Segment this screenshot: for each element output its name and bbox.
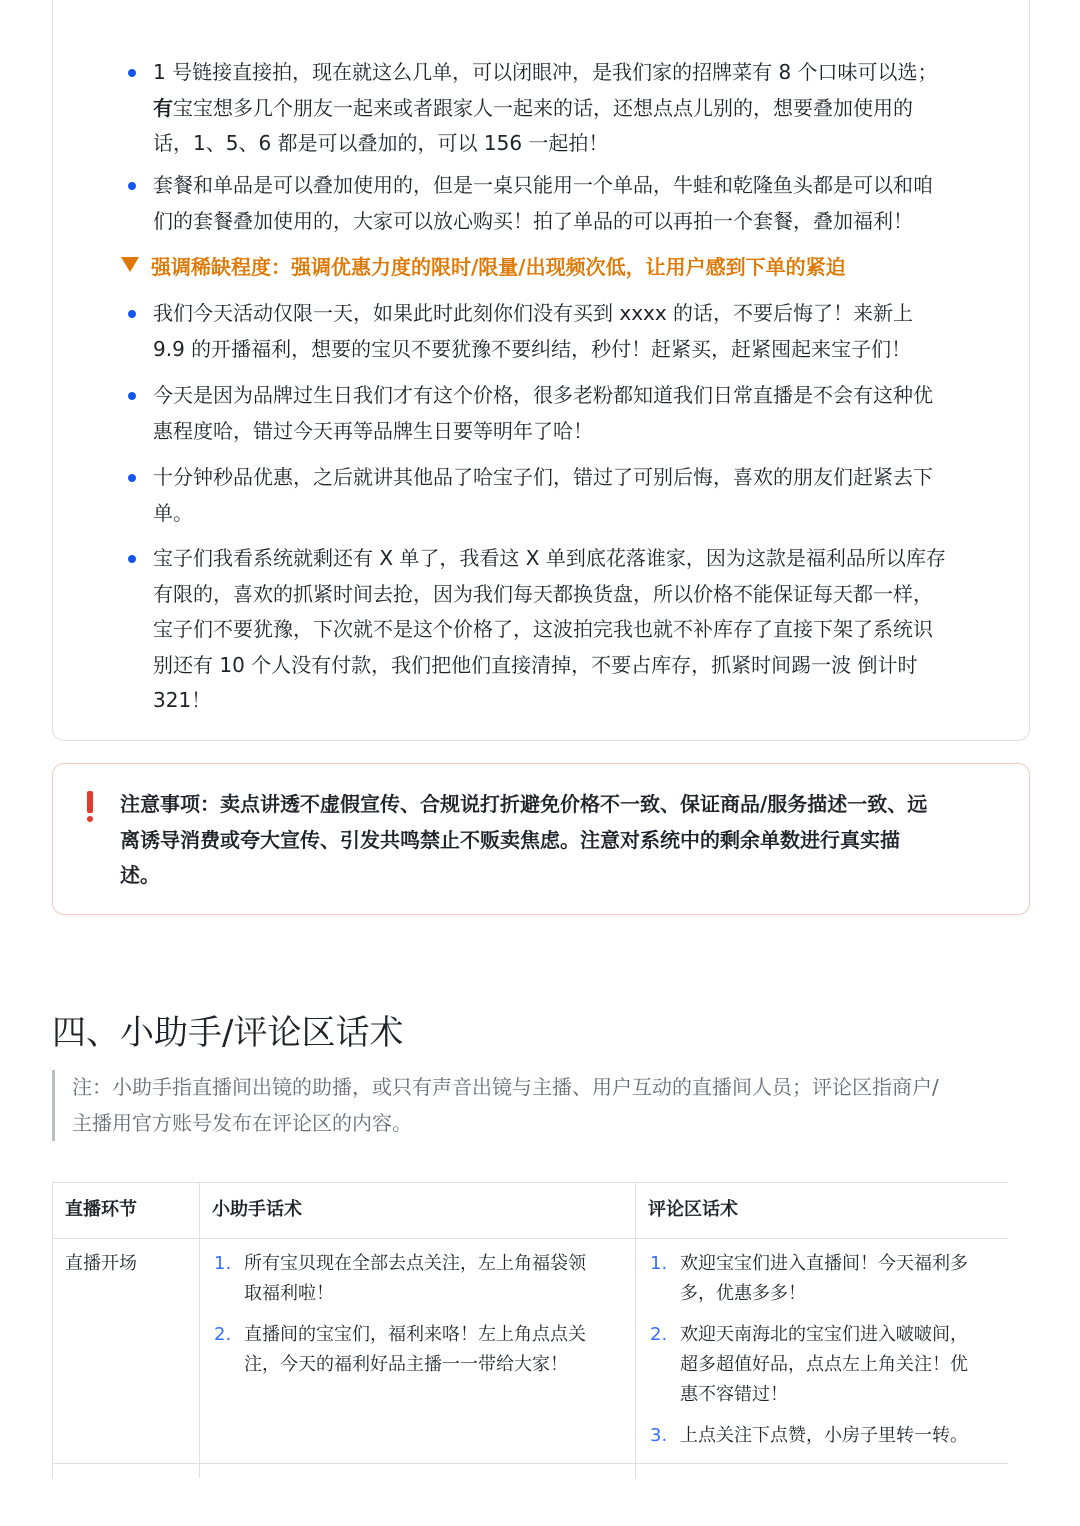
bullet-line: 单。 bbox=[153, 500, 193, 525]
list-number: 1. bbox=[214, 1253, 232, 1274]
bullet-line: 惠程度哈，错过今天再等品牌生日要等明年了哈！ bbox=[153, 418, 593, 443]
list-item bbox=[212, 1249, 623, 1309]
header-assistant: 小助手话术 bbox=[200, 1183, 636, 1239]
list-line: 欢迎天南海北的宝宝们进入啵啵间， bbox=[680, 1324, 968, 1345]
list-number: 2. bbox=[650, 1324, 668, 1345]
bullet-line: 们的套餐叠加使用的，大家可以放心购买！拍了单品的可以再拍一个套餐，叠加福利！ bbox=[153, 208, 913, 233]
bullet-item bbox=[153, 378, 1013, 449]
exclamation-icon bbox=[86, 791, 94, 823]
list-line: 直播间的宝宝们，福利来咯！左上角点点关 bbox=[244, 1324, 586, 1345]
table-row-truncated bbox=[53, 1464, 1009, 1479]
cell-empty bbox=[200, 1464, 636, 1479]
cell-assistant bbox=[200, 1239, 636, 1464]
triangle-down-icon[interactable] bbox=[121, 257, 139, 272]
bullet-dot-icon bbox=[128, 474, 136, 482]
list-number: 2. bbox=[214, 1324, 232, 1345]
list-item bbox=[648, 1320, 996, 1410]
bullet-line: 9.9 的开播福利，想要的宝贝不要犹豫不要纠结，秒付！赶紧买，赶紧囤起来宝子们！ bbox=[153, 336, 912, 361]
bullet-item bbox=[153, 296, 1013, 367]
header-comment: 评论区话术 bbox=[636, 1183, 1009, 1239]
cell-comment bbox=[636, 1239, 1009, 1464]
bullet-line: 宝子们我看系统就剩还有 X 单了，我看这 X 单到底花落谁家，因为这款是福利品所以库存 bbox=[153, 546, 946, 570]
note-quote bbox=[52, 1070, 1032, 1141]
table-row bbox=[53, 1239, 1009, 1464]
bullet-line: 今天是因为品牌过生日我们才有这个价格，很多老粉都知道我们日常直播是不会有这种优 bbox=[153, 383, 933, 407]
cell-empty bbox=[53, 1464, 200, 1479]
list-line: 惠不容错过！ bbox=[680, 1384, 788, 1405]
list-line: 欢迎宝宝们进入直播间！今天福利多 bbox=[680, 1253, 968, 1274]
list-line: 注，今天的福利好品主播一一带给大家！ bbox=[244, 1354, 568, 1375]
bullet-dot-icon bbox=[128, 555, 136, 563]
table-header-row bbox=[53, 1183, 1009, 1239]
bullet-item bbox=[153, 460, 1013, 531]
callout-line: 述。 bbox=[120, 863, 160, 887]
bold-text: 有 bbox=[153, 95, 173, 120]
bullet-dot-icon bbox=[128, 182, 136, 190]
list-item bbox=[648, 1421, 996, 1451]
list-item bbox=[212, 1320, 623, 1380]
callout-text bbox=[120, 787, 1010, 894]
bullet-line: 宝子们不要犹豫，下次就不是这个价格了，这波拍完我也就不补库存了直接下架了系统识 bbox=[153, 617, 933, 641]
note-line: 注：小助手指直播间出镜的助播，或只有声音出镜与主播、用户互动的直播间人员；评论区指商户/ bbox=[72, 1075, 939, 1099]
bullet-line: 话，1、5、6 都是可以叠加的，可以 156 一起拍！ bbox=[153, 131, 609, 155]
bullet-dot-icon bbox=[128, 392, 136, 400]
bullet-dot-icon bbox=[128, 69, 136, 77]
bullet-line: 我们今天活动仅限一天，如果此时此刻你们没有买到 xxxx 的话，不要后悔了！来新上 bbox=[153, 301, 914, 325]
list-line: 超多超值好品，点点左上角关注！优 bbox=[680, 1354, 968, 1375]
bullet-line: 321！ bbox=[153, 688, 212, 712]
callout-line: 注意事项：卖点讲透不虚假宣传、合规说打折避免价格不一致、保证商品/服务描述一致、远 bbox=[120, 792, 928, 816]
bullet-item bbox=[153, 168, 1013, 239]
bullet-line: 有限的，喜欢的抓紧时间去抢，因为我们每天都换货盘，所以价格不能保证每天都一样， bbox=[153, 581, 933, 606]
cell-stage: 直播开场 bbox=[53, 1239, 200, 1464]
bullet-item bbox=[153, 55, 1013, 162]
bullet-line: 别还有 10 个人没有付款，我们把他们直接清掉，不要占库存，抓紧时间踢一波 倒计时 bbox=[153, 652, 918, 677]
bullet-dot-icon bbox=[128, 310, 136, 318]
warning-callout bbox=[52, 763, 1030, 915]
list-line: 多，优惠多多！ bbox=[680, 1283, 806, 1304]
list-line: 所有宝贝现在全部去点关注，左上角福袋领 bbox=[244, 1253, 586, 1274]
list-number: 1. bbox=[650, 1253, 668, 1274]
bullet-line: 套餐和单品是可以叠加使用的，但是一桌只能用一个单品，牛蛙和乾隆鱼头都是可以和咱 bbox=[153, 173, 933, 197]
header-stage: 直播环节 bbox=[53, 1183, 200, 1239]
bullet-line: 十分钟秒品优惠，之后就讲其他品了哈宝子们，错过了可别后悔，喜欢的朋友们赶紧去下 bbox=[153, 465, 933, 489]
toggle-heading-text: 强调稀缺程度：强调优惠力度的限时/限量/出现频次低，让用户感到下单的紧迫 bbox=[151, 255, 846, 279]
section-title: 四、小助手/评论区话术 bbox=[52, 1013, 404, 1053]
bullet-line: 1 号链接直接拍，现在就这么几单，可以闭眼冲，是我们家的招牌菜有 8 个口味可以选； bbox=[153, 60, 938, 84]
toggle-heading[interactable] bbox=[121, 252, 846, 282]
bullet-line-rest: 宝宝想多几个朋友一起来或者跟家人一起来的话，还想点点儿别的，想要叠加使用的 bbox=[173, 95, 913, 120]
bullet-item bbox=[153, 541, 1013, 719]
list-number: 3. bbox=[650, 1425, 668, 1446]
callout-line: 离诱导消费或夸大宣传、引发共鸣禁止不贩卖焦虑。注意对系统中的剩余单数进行真实描 bbox=[120, 827, 900, 852]
cell-empty bbox=[636, 1464, 1009, 1479]
list-line: 上点关注下点赞，小房子里转一转。 bbox=[680, 1425, 968, 1446]
script-table bbox=[52, 1182, 1008, 1478]
content-card bbox=[52, 0, 1030, 741]
bullet-line bbox=[153, 91, 1013, 127]
list-line: 取福利啦！ bbox=[244, 1283, 334, 1304]
note-line: 主播用官方账号发布在评论区的内容。 bbox=[72, 1110, 412, 1135]
list-item bbox=[648, 1249, 996, 1309]
